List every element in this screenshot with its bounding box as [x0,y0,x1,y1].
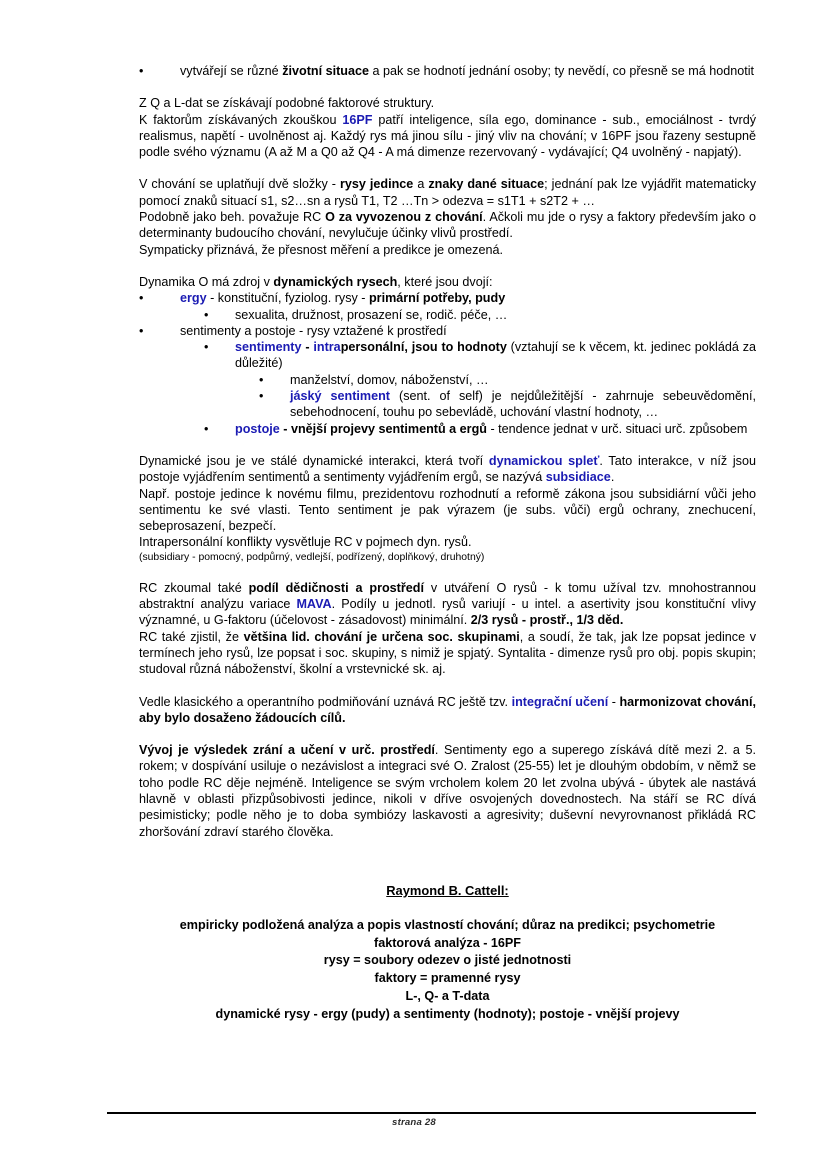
text-run: K faktorům získávaných zkouškou [139,112,343,127]
spacer [139,160,756,176]
term-vetsina-chovani: většina lid. chování je určena soc. skupinami [243,629,520,644]
bullet-glyph-icon: • [259,372,264,387]
top-bullet-text [180,63,756,79]
term-16pf: 16PF [342,112,373,127]
text-run: Dynamické jsou je ve stálé dynamické interakci, která tvoří [139,453,489,468]
spacer [139,437,756,453]
spacer [139,258,756,274]
term-mava: MAVA [296,597,332,612]
paragraph-subsidiace [139,453,756,551]
list-item [139,290,756,323]
text-run: RC zkoumal také [139,580,249,595]
text-run: , a soudí, že tak, jak lze popsat jedince v termínech jeho rysů, lze popsat i soc. skupiny, s nimiž je spjatý. Syntalita - dimenze rysů pro obj. popis skupin; studoval různá náboženství, školní a vrstevnické sk. aj. [139,629,756,677]
spacer [139,899,756,917]
text-run: Dynamika O má zdroj v [139,274,274,289]
summary-line: empiricky podložená analýza a popis vlastností chování; důraz na predikci; psychometrie [179,917,716,932]
paragraph-development [139,742,756,840]
summary-block [139,917,756,1024]
term-o-za-vyvozenou: O za vyvozenou z chování [325,210,483,225]
text-run: . Podíly u jednotl. rysů variují - u intel. a asertivity jsou konstituční vlivy významné, u G-faktoru (účelovost - zásadovost) minimální. [139,597,756,628]
list-item [259,388,756,421]
footer-page-number: strana 28 [392,1117,436,1128]
page-content [139,63,756,1024]
text-run-bold: životní situace [282,64,369,78]
text-run: Sympaticky přiznává, že přesnost měření a predikce je omezená. [139,242,503,257]
text-run: . Ačkoli mu jde o rysy a faktory především jako o determinanty budoucího chování, nevylučuje účinky vlivů prostředí. [139,210,756,241]
summary-line: rysy = soubory odezev o jisté jednotnosti [323,953,572,968]
text-run: . Sentimenty ego a superego získává dítě mezi 2. a 5. rokem; v dospívání usiluje o nezávislost a integraci své O. Zralost (25-55) let je dlouhým obdobím, v němž se toho podle RC děje nejméně. Inteligence se svým vrcholem kolem 20 let zvolna ubývá - úbytek ale nastává hlavně v oblasti přizpůsobivosti jedince, nikoli v dříve osvojených dovednostech. Na stáří se RC dívá pesimisticky; podle něho je to doba symbiózy laskavosti a agresivity; duševní nevyrovnanost přikládá RC zhoršování zdraví starého člověka. [139,743,756,839]
term-podil-dedicnosti: podíl dědičnosti a prostředí [248,580,424,595]
term-subsidiace: subsidiace [545,470,611,485]
text-run: a pak se hodnotí jednání osoby; ty nevědí, co přesně se má hodnotit [368,64,755,78]
summary-line: faktorová analýza - 16PF [374,935,521,950]
list-item [139,63,756,79]
sentimenty-example-items: manželství, domov, náboženství, … [290,372,489,387]
list-item [204,307,756,323]
text-run: - konstituční, fyziolog. rysy - [206,291,369,306]
text-run: Vedle klasického a operantního podmiňování uznává RC ještě tzv. [139,694,512,709]
paragraph-integracni-uceni [139,694,756,727]
footer-divider [107,1112,756,1114]
term-sentimenty: sentimenty [235,340,302,355]
bullet-glyph-icon: • [139,64,144,78]
term-postoje: postoje [235,421,280,436]
paragraph-q-l-data [139,95,756,160]
term-vyvoj-zrani: Vývoj je výsledek zrání a učení v urč. prostředí [139,743,435,758]
text-run: Intrapersonální konflikty vysvětluje RC v pojmech dyn. rysů. [139,535,472,550]
list-item [204,339,756,420]
postoje-definition [235,421,756,437]
summary-line: L-, Q- a T-data [405,989,490,1004]
text-run: . [610,470,615,485]
text-run: (sent. of self) je nejdůležitější - zahrnuje sebeuvědomění, sebehodnocení, touhu po sebevládě, uchování vlastní hodnoty, … [290,389,756,420]
list-item [259,372,756,388]
list-item [204,421,756,437]
text-run: - [301,340,314,355]
spacer [139,564,756,580]
text-run: Podobně jako beh. považuje RC [139,210,326,225]
text-run: - tendence jednat v urč. situaci urč. způsobem [486,421,748,436]
paragraph-behavior-components [139,176,756,257]
ergy-sublist [204,307,756,323]
sentimenty-sublist [204,339,756,437]
text-run: RC také zjistil, že [139,629,244,644]
term-jasky-sentiment: jáský sentiment [290,389,390,404]
text-run: , které jsou dvojí: [397,274,493,289]
text-run: vytvářejí se různé [180,64,283,78]
sentimenty-definition [235,339,756,372]
paragraph-subsidiary-gloss: (subsidiary - pomocný, podpůrný, vedlejší, podřízený, doplňkový, druhotný) [139,551,485,563]
dynamic-item-ergy [180,290,756,306]
ergy-examples: sexualita, družnost, prosazení se, rodič. péče, … [235,307,508,322]
text-run: . Tato interakce, v níž jsou postoje vyjádřením sentimentů a sentimenty vyjádřením ergů, se nazývá [139,453,756,485]
term-ergy: ergy [180,291,207,306]
spacer [139,678,756,694]
top-bullet-list [139,63,756,79]
term-integracni-uceni: integrační učení [511,694,609,709]
dynamic-item-sentimenty-postoje: sentimenty a postoje - rysy vztažené k prostředí [180,323,447,338]
text-run: a [413,177,429,192]
dynamic-traits-list [139,290,756,437]
list-item [139,323,756,437]
term-znaky-dane-situace: znaky dané situace [428,177,545,192]
term-rysy-jedince: rysy jedince [339,177,414,192]
spacer [139,840,756,882]
text-run: - [279,421,291,436]
text-run: - [608,694,620,709]
term-dynamickych-rysech: dynamických rysech [273,274,398,289]
text-run: (vztahují se k věcem, kt. jedinec pokládá za důležité) [235,340,756,371]
summary-line: faktory = pramenné rysy [374,971,521,986]
summary-title-text: Raymond B. Cattell: [386,882,509,898]
term-harmonizovat: harmonizovat chování, aby bylo dosaženo žádoucích cílů. [139,694,756,725]
term-ratio-traits: 2/3 rysů - prostř., 1/3 děd. [470,613,624,628]
text-run: Např. postoje jedince k novému filmu, prezidentovu rozhodnutí a reformě zákona jsou subsidiární vůči jeho sentimentu ke své vlasti. Tento sentiment je pak výrazem (je subs. vůči) ergů ochrany, znechucení, sebeprosazení, bezpečí. [139,486,756,534]
term-dynamickou-splet: dynamickou spleť [488,453,600,468]
bullet-glyph-icon: • [259,389,264,404]
term-primarni-potreby: primární potřeby, pudy [368,291,506,306]
text-run: V chování se uplatňují dvě složky - [139,177,340,192]
jasky-sentiment-text [290,388,756,421]
bullet-glyph-icon: • [139,291,144,306]
paragraph-dynamics-intro [139,274,756,290]
text-run: patří inteligence, síla ego, dominance - sub., emociálnost - tvrdý realismus, napětí - uvolněnost aj. Každý rys má jinou sílu - jiný vliv na chování; v 16PF jsou řazeny sestupně podle svého významu (A až M a Q0 až Q4 - A má dimenze rezervovaný - vydávající; Q4 uvolněný - napjatý). [139,112,756,160]
bullet-glyph-icon: • [204,307,209,322]
term-personalni-hodnoty: personální, jsou to hodnoty [340,340,507,355]
summary-title [139,882,756,899]
bullet-glyph-icon: • [204,340,209,355]
spacer [139,79,756,95]
text-run: ; jednání pak lze vyjádřit matematicky pomocí znaků situací s1, s2…sn a rysů T1, T2 …Tn > odezva = s1T1 + s2T2 + … [139,177,757,208]
spacer [139,726,756,742]
sentimenty-examples-list [259,372,756,421]
summary-line: dynamické rysy - ergy (pudy) a sentimenty (hodnoty); postoje - vnější projevy [215,1006,680,1021]
bullet-glyph-icon: • [204,421,209,436]
text-run: Z Q a L-dat se získávají podobné faktorové struktury. [139,96,435,111]
paragraph-heredity-environment [139,580,756,678]
term-intra: intra [313,340,341,355]
text-run: v utváření O rysů - k tomu užíval tzv. mnohostrannou abstraktní analýzu variace [139,580,756,612]
bullet-glyph-icon: • [139,323,144,338]
term-vnejsi-projevy: vnější projevy sentimentů a ergů [290,421,487,436]
